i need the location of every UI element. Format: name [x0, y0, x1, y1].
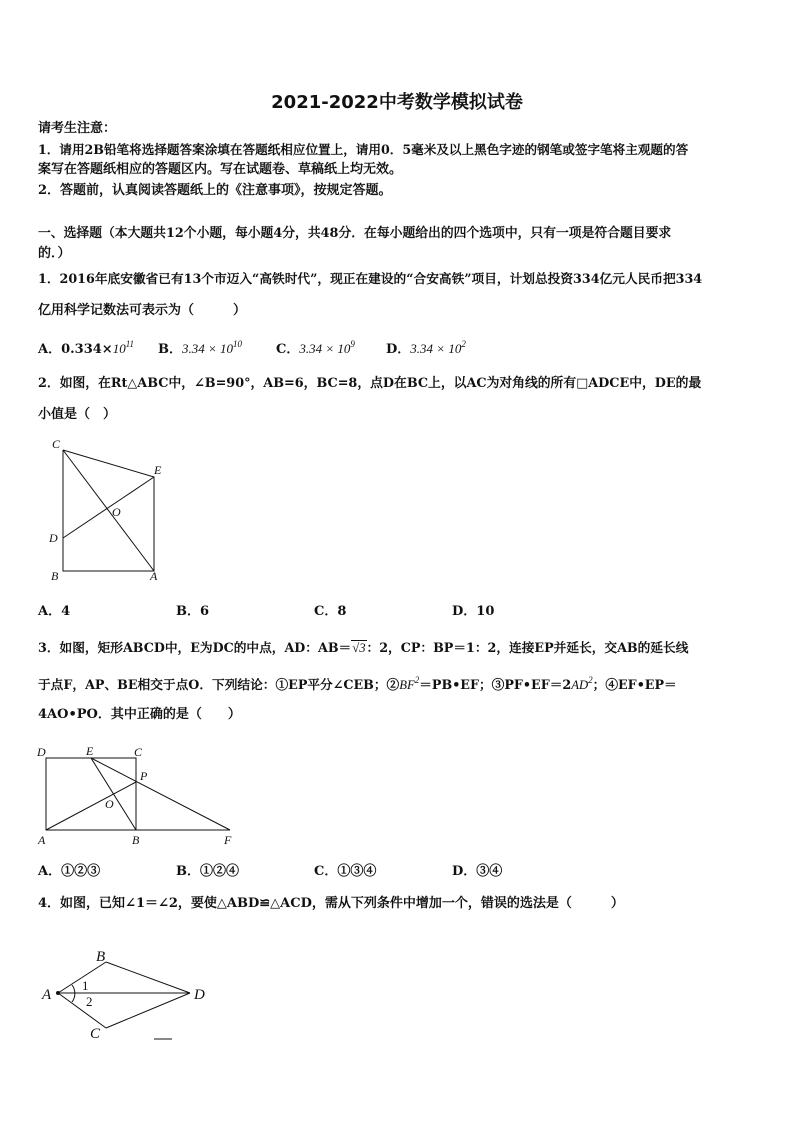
q3-label-e: E	[86, 744, 94, 758]
q2-label-a: A	[150, 569, 158, 583]
q1-stem-line-2: 亿用科学记数法可表示为（ ）	[38, 303, 247, 318]
q2-figure	[44, 434, 174, 586]
q2-option-d[interactable]: D．10	[452, 604, 495, 619]
q3-label-p: P	[140, 769, 148, 783]
q4-label-a: A	[42, 987, 52, 1003]
q2-label-c: C	[52, 437, 61, 451]
q3-option-b[interactable]: B．①②④	[176, 864, 239, 879]
q3-stem-line-2: 于点F，AP、BE相交于点O．下列结论：①EP平分∠CEB；$②BF^2=PB•EF$；$③PF•EF=2AD^2$；④EF•EP＝	[38, 675, 677, 692]
q3-stem-line-1: 3．如图，矩形ABCD中，E为DC的中点，AD：AB＝√3：2，CP：BP＝1：2，连接EP并延长，交AB的延长线	[38, 640, 689, 655]
q2-option-b[interactable]: B．6	[176, 604, 210, 619]
q1-option-b[interactable]: B．$3.34 \times 10^{10}$	[158, 339, 243, 357]
q3-option-a[interactable]: A．①②③	[38, 864, 101, 879]
notice-line-1a: 1．请用2B铅笔将选择题答案涂填在答题纸相应位置上，请用0．5毫米及以上黑色字迹的钢笔或签字笔将主观题的答	[38, 142, 689, 157]
q4-figure	[36, 944, 216, 1044]
q3-stem-line-3: 4AO•PO．其中正确的是（ ）	[38, 707, 241, 722]
notice-line-2: 2．答题前，认真阅读答题纸上的《注意事项》，按规定答题。	[38, 183, 392, 198]
q3-label-f: F	[224, 833, 232, 847]
q2-diagonal-ca	[63, 450, 154, 571]
q4-label-b: B	[96, 949, 106, 965]
q3-label-c: C	[134, 745, 143, 759]
q3-label-b: B	[132, 833, 140, 847]
q4-line-cd	[106, 993, 190, 1028]
q3-label-a: A	[38, 833, 46, 847]
q3-option-c[interactable]: C．①③④	[314, 864, 377, 879]
q1-option-d[interactable]: D．$3.34 \times 10^2$	[386, 339, 466, 357]
q2-label-e: E	[154, 463, 162, 477]
q2-label-o: O	[112, 505, 121, 519]
q2-stem-line-1: 2．如图，在Rt△ABC中，∠B=90°，AB=6，BC=8，点D在BC上，以AC为对角线的所有□ADCE中，DE的最	[38, 376, 702, 391]
q3-option-d[interactable]: D．③④	[452, 864, 503, 879]
section-heading-line-2: 的．）	[38, 246, 71, 261]
q2-label-b: B	[51, 569, 59, 583]
q4-label-1: 1	[82, 978, 89, 993]
page-title: 2021-2022中考数学模拟试卷	[271, 92, 523, 113]
q3-label-d: D	[37, 745, 46, 759]
notice-heading: 请考生注意：	[38, 121, 117, 136]
notice-line-1b: 案写在答题纸相应的答题区内。写在试题卷、草稿纸上均无效。	[38, 162, 403, 177]
q3-rectangle	[46, 758, 136, 830]
q1-stem-line-1: 1．2016年底安徽省已有13个市迈入“高铁时代”，现正在建设的“合安高铁”项目，计划总投资334亿元人民币把334	[38, 271, 703, 286]
q3-line-ap	[46, 782, 136, 830]
q2-stem-line-2: 小值是（ ）	[38, 407, 117, 422]
q3-line-ef	[91, 758, 230, 830]
q2-option-a[interactable]: A．4	[38, 604, 71, 619]
q4-label-c: C	[90, 1026, 101, 1042]
q3-figure	[34, 742, 244, 850]
q4-point-a	[56, 991, 60, 995]
q4-line-ac	[58, 993, 106, 1028]
q4-line-bd	[106, 962, 190, 993]
q1-option-c[interactable]: C．$3.34 \times 10^9$	[276, 339, 355, 357]
section-heading-line-1: 一、选择题（本大题共12个小题，每小题4分，共48分．在每小题给出的四个选项中，只有一项是符合题目要求	[38, 226, 672, 241]
q3-label-o: O	[105, 797, 114, 811]
q4-stem-line-1: 4．如图，已知∠1＝∠2，要使△ABD≌△ACD，需从下列条件中增加一个，错误的选法是（ ）	[38, 896, 624, 911]
q4-label-2: 2	[86, 994, 93, 1009]
q2-label-d: D	[49, 531, 58, 545]
q1-option-a[interactable]: A．$0.334\times 10^{11}$	[38, 339, 135, 357]
q2-diagonal-de	[63, 477, 154, 538]
q4-label-d: D	[194, 987, 205, 1003]
q3-sqrt: √3	[352, 641, 366, 655]
q2-option-c[interactable]: C．8	[314, 604, 347, 619]
